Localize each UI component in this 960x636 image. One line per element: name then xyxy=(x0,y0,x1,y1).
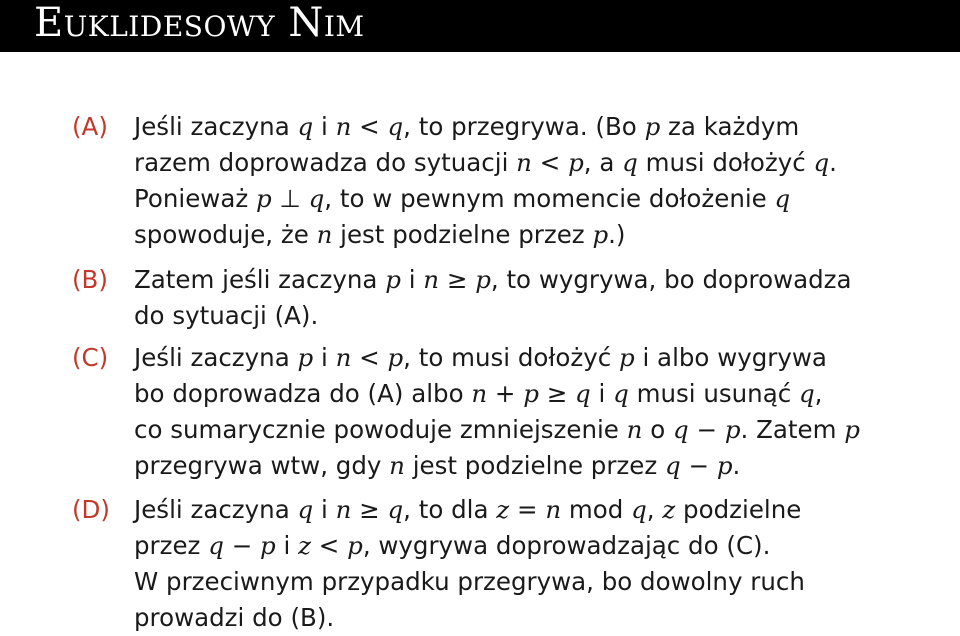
math-variable: n xyxy=(389,451,405,480)
item-line: przez q − p i z < p, wygrywa doprowadzając do (C). xyxy=(134,531,771,560)
math-variable: q xyxy=(613,379,629,408)
math-variable: p xyxy=(716,451,733,480)
math-variable: z xyxy=(496,495,510,524)
math-variable: n xyxy=(316,220,333,249)
math-variable: p xyxy=(644,112,661,141)
math-variable: q xyxy=(387,495,404,524)
item-line: Ponieważ p ⊥ q, to w pewnym momencie dołożenie q xyxy=(134,184,791,213)
item-marker: (D) xyxy=(72,495,110,524)
math-variable: p xyxy=(387,343,404,372)
math-variable: p xyxy=(844,415,860,444)
item-line: spowoduje, że n jest podzielne przez p.) xyxy=(134,220,626,249)
math-variable: n xyxy=(545,495,562,524)
math-variable: n xyxy=(471,379,488,408)
math-variable: q xyxy=(297,112,314,141)
item-line: bo doprowadza do (A) albo n + p ≥ q i q musi usunąć q, xyxy=(134,379,823,408)
math-variable: p xyxy=(475,265,491,294)
math-variable: n xyxy=(423,265,440,294)
math-variable: p xyxy=(523,379,539,408)
math-variable: q xyxy=(798,379,815,408)
math-variable: p xyxy=(724,415,741,444)
title-bar xyxy=(0,0,960,52)
math-variable: p xyxy=(297,343,314,372)
math-variable: n xyxy=(626,415,643,444)
item-line: razem doprowadza do sytuacji n < p, a q musi dołożyć q. xyxy=(134,148,837,177)
math-variable: z xyxy=(298,531,312,560)
math-variable: z xyxy=(662,495,676,524)
item-line: Jeśli zaczyna q i n < q, to przegrywa. (Bo p za każdym xyxy=(134,112,800,141)
math-variable: q xyxy=(631,495,647,524)
slide-title: Euklidesowy Nim xyxy=(34,0,365,46)
item-marker: (B) xyxy=(72,265,108,294)
item-line: prowadzi do (B). xyxy=(134,603,335,632)
math-variable: p xyxy=(260,531,276,560)
math-variable: n xyxy=(335,495,352,524)
math-variable: p xyxy=(256,184,272,213)
math-variable: q xyxy=(575,379,591,408)
math-variable: p xyxy=(385,265,401,294)
math-variable: q xyxy=(665,451,681,480)
math-variable: n xyxy=(335,112,352,141)
item-marker: (A) xyxy=(72,112,108,141)
math-variable: q xyxy=(774,184,791,213)
item-line: Jeśli zaczyna q i n ≥ q, to dla z = n mod q, z podzielne xyxy=(134,495,802,524)
math-variable: q xyxy=(813,148,830,177)
math-variable: p xyxy=(568,148,584,177)
item-marker: (C) xyxy=(72,343,109,372)
item-line: Zatem jeśli zaczyna p i n ≥ p, to wygrywa, bo doprowadza xyxy=(134,265,852,294)
math-variable: p xyxy=(347,531,363,560)
math-variable: q xyxy=(208,531,224,560)
math-variable: n xyxy=(335,343,352,372)
item-line: co sumarycznie powoduje zmniejszenie n o q − p. Zatem p xyxy=(134,415,860,444)
math-variable: q xyxy=(673,415,689,444)
math-variable: q xyxy=(387,112,404,141)
math-variable: q xyxy=(622,148,638,177)
math-variable: q xyxy=(308,184,325,213)
item-line: przegrywa wtw, gdy n jest podzielne przez q − p. xyxy=(134,451,741,480)
item-line: W przeciwnym przypadku przegrywa, bo dowolny ruch xyxy=(134,567,805,596)
item-line: do sytuacji (A). xyxy=(134,301,319,330)
math-variable: q xyxy=(297,495,314,524)
item-line: Jeśli zaczyna p i n < p, to musi dołożyć p i albo wygrywa xyxy=(134,343,827,372)
math-variable: n xyxy=(516,148,532,177)
math-variable: p xyxy=(618,343,635,372)
math-variable: p xyxy=(592,220,609,249)
